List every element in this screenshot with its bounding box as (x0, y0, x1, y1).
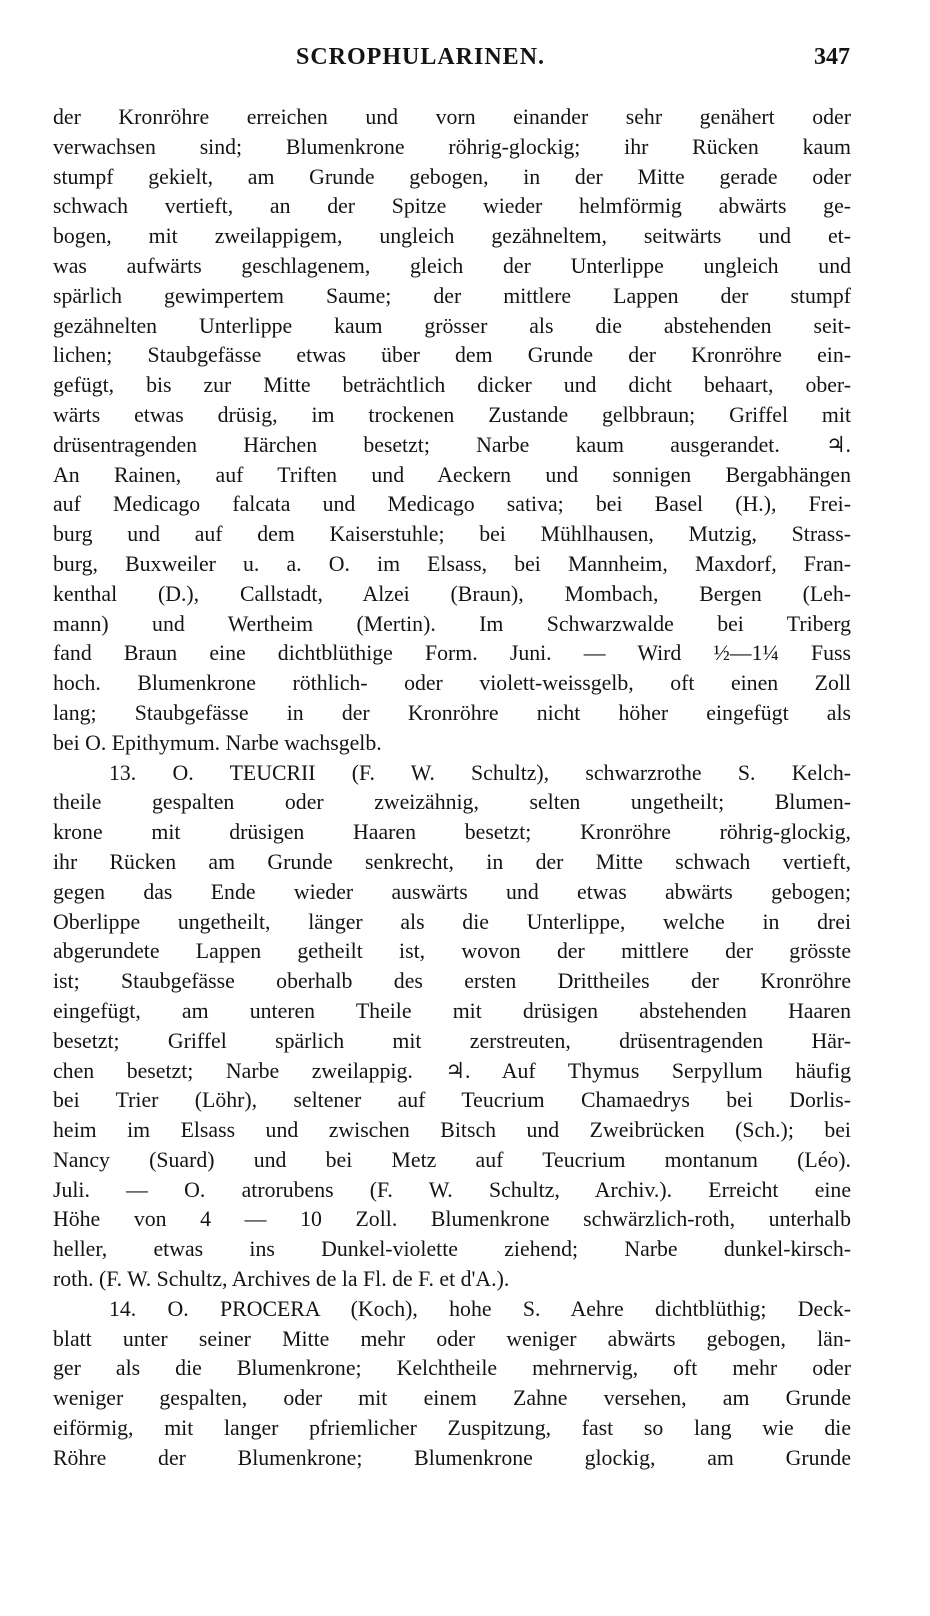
text-line: Nancy (Suard) und bei Metz auf Teucrium montanum (Léo). (53, 1147, 851, 1172)
text-line: bogen, mit zweilappigem, ungleich gezähneltem, seitwärts und et- (53, 224, 851, 249)
text-line: lichen; Staubgefässe etwas über dem Grunde der Kronröhre ein- (53, 343, 851, 368)
running-header (0, 42, 930, 82)
text-line: Juli. — O. atrorubens (F. W. Schultz, Archiv.). Erreicht eine (53, 1177, 851, 1202)
text-line: theile gespalten oder zweizähnig, selten ungetheilt; Blumen- (53, 790, 851, 815)
running-title: SCROPHULARINEN. (296, 44, 546, 70)
text-line: eingefügt, am unteren Theile mit drüsigen abstehenden Haaren (53, 998, 851, 1023)
text-line: spärlich gewimpertem Saume; der mittlere Lappen der stumpf (53, 283, 851, 308)
text-line: heller, etwas ins Dunkel-violette ziehend; Narbe dunkel-kirsch- (53, 1237, 851, 1262)
text-line: schwach vertieft, an der Spitze wieder helmförmig abwärts ge- (53, 194, 851, 219)
text-line: drüsentragenden Härchen besetzt; Narbe kaum ausgerandet. ♃. (53, 432, 851, 457)
text-line: verwachsen sind; Blumenkrone röhrig-glockig; ihr Rücken kaum (53, 134, 851, 159)
text-line: was aufwärts geschlagenem, gleich der Unterlippe ungleich und (53, 253, 851, 278)
text-line: burg und auf dem Kaiserstuhle; bei Mühlhausen, Mutzig, Strass- (53, 522, 851, 547)
text-line: bei Trier (Löhr), seltener auf Teucrium Chamaedrys bei Dorlis- (53, 1088, 851, 1113)
text-line: wärts etwas drüsig, im trockenen Zustande gelbbraun; Griffel mit (53, 402, 851, 427)
text-line: fand Braun eine dichtblüthige Form. Juni. — Wird ½—1¼ Fuss (53, 641, 851, 666)
text-line: ihr Rücken am Grunde senkrecht, in der Mitte schwach vertieft, (53, 849, 851, 874)
text-line: eiförmig, mit langer pfriemlicher Zuspitzung, fast so lang wie die (53, 1416, 851, 1441)
text-line: Höhe von 4 — 10 Zoll. Blumenkrone schwärzlich-roth, unterhalb (53, 1207, 851, 1232)
page-number: 347 (814, 44, 850, 70)
text-line: der Kronröhre erreichen und vorn einander sehr genähert oder (53, 105, 851, 129)
text-line: Röhre der Blumenkrone; Blumenkrone glockig, am Grunde (53, 1445, 851, 1470)
text-line: bei O. Epithymum. Narbe wachsgelb. (53, 730, 382, 755)
text-line: gegen das Ende wieder auswärts und etwas abwärts gebogen; (53, 879, 851, 904)
text-line: 14. O. PROCERA (Koch), hohe S. Aehre dichtblüthig; Deck- (109, 1296, 851, 1321)
text-line: abgerundete Lappen getheilt ist, wovon der mittlere der grösste (53, 939, 851, 964)
text-line: Oberlippe ungetheilt, länger als die Unterlippe, welche in drei (53, 909, 851, 934)
text-line: An Rainen, auf Triften und Aeckern und sonnigen Bergabhängen (53, 462, 851, 487)
text-line: ger als die Blumenkrone; Kelchtheile mehrnervig, oft mehr oder (53, 1356, 851, 1381)
text-line: stumpf gekielt, am Grunde gebogen, in der Mitte gerade oder (53, 164, 851, 189)
text-line: kenthal (D.), Callstadt, Alzei (Braun), Mombach, Bergen (Leh- (53, 581, 851, 606)
text-line: weniger gespalten, oder mit einem Zahne versehen, am Grunde (53, 1386, 851, 1411)
text-line: heim im Elsass und zwischen Bitsch und Zweibrücken (Sch.); bei (53, 1118, 851, 1143)
text-line: mann) und Wertheim (Mertin). Im Schwarzwalde bei Triberg (53, 611, 851, 636)
text-line: krone mit drüsigen Haaren besetzt; Kronröhre röhrig-glockig, (53, 820, 851, 845)
body-text (53, 103, 851, 1474)
text-line: roth. (F. W. Schultz, Archives de la Fl. de F. et d'A.). (53, 1267, 510, 1292)
text-line: 13. O. TEUCRII (F. W. Schultz), schwarzrothe S. Kelch- (109, 760, 851, 785)
text-line: lang; Staubgefässe in der Kronröhre nicht höher eingefügt als (53, 700, 851, 725)
text-line: hoch. Blumenkrone röthlich- oder violett-weissgelb, oft einen Zoll (53, 671, 851, 696)
text-line: besetzt; Griffel spärlich mit zerstreuten, drüsentragenden Här- (53, 1028, 851, 1053)
text-line: blatt unter seiner Mitte mehr oder weniger abwärts gebogen, län- (53, 1326, 851, 1351)
text-line: burg, Buxweiler u. a. O. im Elsass, bei Mannheim, Maxdorf, Fran- (53, 551, 851, 576)
text-line: chen besetzt; Narbe zweilappig. ♃. Auf Thymus Serpyllum häufig (53, 1058, 851, 1083)
text-line: gefügt, bis zur Mitte beträchtlich dicker und dicht behaart, ober- (53, 373, 851, 398)
text-line: ist; Staubgefässe oberhalb des ersten Drittheiles der Kronröhre (53, 969, 851, 994)
text-line: auf Medicago falcata und Medicago sativa; bei Basel (H.), Frei- (53, 492, 851, 517)
text-line: gezähnelten Unterlippe kaum grösser als die abstehenden seit- (53, 313, 851, 338)
